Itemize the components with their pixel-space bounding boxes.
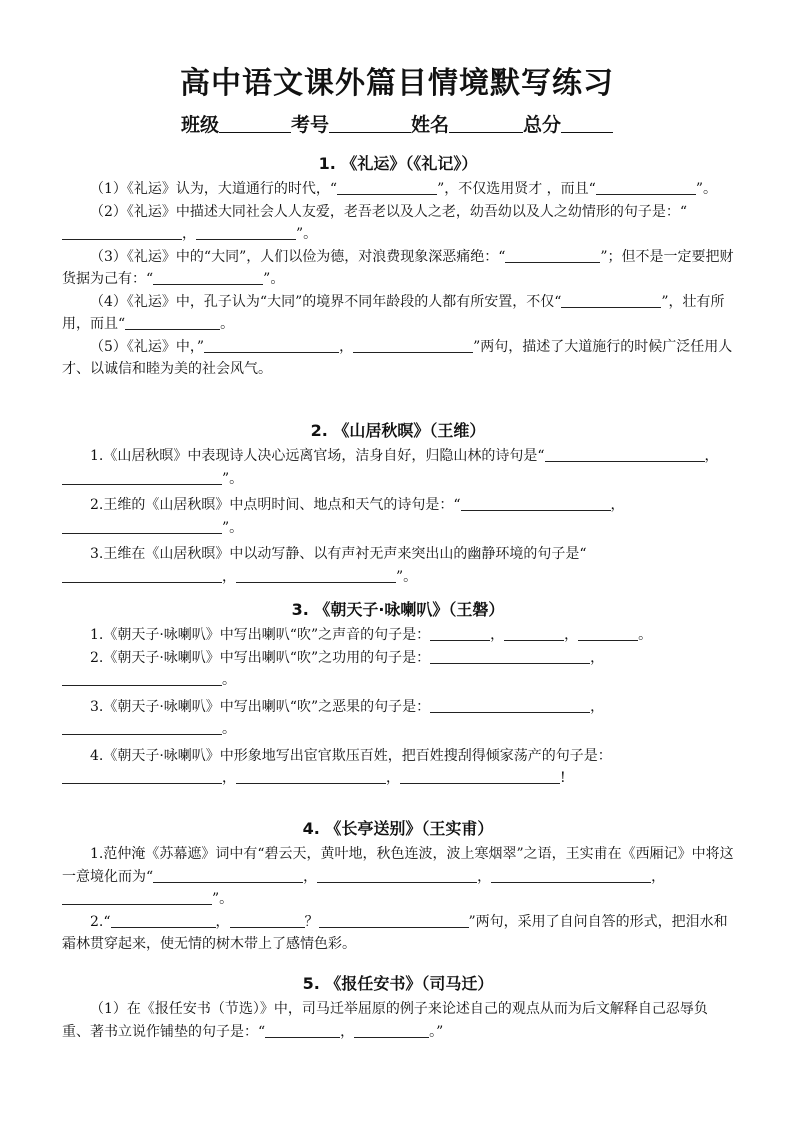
answer-blank[interactable] [62, 224, 182, 240]
score-label: 总分 [523, 114, 562, 136]
question-item: 2.“ ， ？ ”两句，采用了自问自答的形式，把泪水和霜林贯穿起来，使无情的树木带上了感情色彩。 [62, 913, 728, 952]
question-item: （2）《礼运》中描述大同社会人人友爱，老吾老以及人之老，幼吾幼以及人之幼情形的句子是：“， ”。 [62, 201, 734, 246]
answer-blank[interactable] [337, 179, 437, 195]
section-chaotianzi [62, 596, 734, 790]
section-title: 2. 《山居秋暝》（王维） [310, 421, 486, 440]
answer-blank[interactable] [62, 768, 222, 784]
answer-blank[interactable] [430, 648, 590, 664]
answer-blank[interactable] [578, 625, 638, 641]
answer-blank[interactable] [504, 625, 564, 641]
section-title: 3. 《朝天子·咏喇叭》（王磐） [291, 600, 505, 619]
answer-blank[interactable] [545, 446, 705, 462]
answer-blank[interactable] [196, 224, 296, 240]
answer-blank[interactable] [400, 768, 560, 784]
answer-blank[interactable] [353, 337, 473, 353]
answer-blank[interactable] [236, 567, 396, 583]
exam-no-field[interactable] [329, 114, 411, 133]
answer-blank[interactable] [461, 495, 611, 511]
answer-blank[interactable] [204, 337, 339, 353]
question-item: 1.《山居秋暝》中表现诗人决心远离官场，洁身自好，归隐山林的诗句是“ ，”。 [62, 445, 734, 490]
page-title: 高中语文课外篇目情境默写练习 [180, 66, 614, 101]
student-info-line [0, 110, 794, 137]
answer-blank[interactable] [153, 867, 303, 883]
section-changting-songbie [62, 815, 734, 956]
answer-blank[interactable] [62, 719, 222, 735]
section-title: 4. 《长亭送别》（王实甫） [302, 819, 494, 838]
answer-blank[interactable] [561, 292, 661, 308]
answer-blank[interactable] [265, 1022, 340, 1038]
answer-blank[interactable] [111, 912, 216, 928]
name-field[interactable] [449, 114, 523, 133]
section-title: 5. 《报任安书》（司马迁） [302, 974, 494, 993]
answer-blank[interactable] [317, 867, 477, 883]
question-item: 1.《朝天子·咏喇叭》中写出喇叭“吹”之声音的句子是： ， ， 。 [90, 627, 653, 643]
answer-blank[interactable] [153, 269, 263, 285]
section-bao-renan-shu [62, 970, 734, 1043]
name-label: 姓名 [411, 114, 450, 136]
score-field[interactable] [561, 114, 613, 133]
section-liyun [62, 150, 734, 381]
answer-blank[interactable] [491, 867, 651, 883]
class-label: 班级 [180, 114, 219, 136]
answer-blank[interactable] [62, 469, 222, 485]
answer-blank[interactable] [430, 697, 590, 713]
question-item: （3）《礼运》中的“大同”，人们以俭为德，对浪费现象深恶痛绝：“ ”；但不是一定要把财货据为己有：“ ”。 [62, 248, 734, 287]
answer-blank[interactable] [319, 912, 469, 928]
question-item: 2.王维的《山居秋暝》中点明时间、地点和天气的诗句是：“ ，”。 [62, 494, 734, 539]
section-shanju-qiuming [62, 417, 734, 588]
question-item: 1.范仲淹《苏幕遮》词中有“碧云天，黄叶地，秋色连波，波上寒烟翠”之语，王实甫在《西厢记》中将这一意境化而为“ ， ， ，”。 [62, 846, 734, 907]
answer-blank[interactable] [505, 247, 600, 263]
question-item: （1）《礼运》认为，大道通行的时代，“ ”，不仅选用贤才 ，而且“ ”。 [90, 181, 718, 197]
question-item: 2.《朝天子·咏喇叭》中写出喇叭“吹”之功用的句子是： ，。 [62, 647, 734, 692]
question-item: （4）《礼运》中，孔子认为“大同”的境界不同年龄段的人都有所安置，不仅“ ”，壮有所用，而且“ 。 [62, 293, 725, 332]
question-item: 3.王维在《山居秋暝》中以动写静、以有声衬无声来突出山的幽静环境的句子是“， ”。 [62, 543, 734, 588]
answer-blank[interactable] [62, 518, 222, 534]
answer-blank[interactable] [354, 1022, 429, 1038]
answer-blank[interactable] [230, 912, 305, 928]
question-item: （5）《礼运》中，” ， ”两句，描述了大道施行的时候广泛任用人才、以诚信和睦为美的社会风气。 [62, 338, 733, 377]
answer-blank[interactable] [62, 670, 222, 686]
answer-blank[interactable] [596, 179, 696, 195]
answer-blank[interactable] [125, 314, 220, 330]
class-field[interactable] [219, 114, 291, 133]
exam-no-label: 考号 [290, 114, 329, 136]
answer-blank[interactable] [430, 625, 490, 641]
answer-blank[interactable] [62, 567, 222, 583]
section-title: 1. 《礼运》（《礼记》） [318, 154, 478, 173]
answer-blank[interactable] [62, 889, 212, 905]
question-item: （1）在《报任安书（节选）》中，司马迁举屈原的例子来论述自己的观点从而为后文解释自己忍辱负重、著书立说作铺垫的句子是：“ ， 。” [62, 1001, 708, 1040]
answer-blank[interactable] [236, 768, 386, 784]
question-item: 3.《朝天子·咏喇叭》中写出喇叭“吹”之恶果的句子是： ，。 [62, 696, 734, 741]
question-item: 4.《朝天子·咏喇叭》中形象地写出宦官欺压百姓，把百姓搜刮得倾家荡产的句子是：， ， ! [62, 745, 734, 790]
